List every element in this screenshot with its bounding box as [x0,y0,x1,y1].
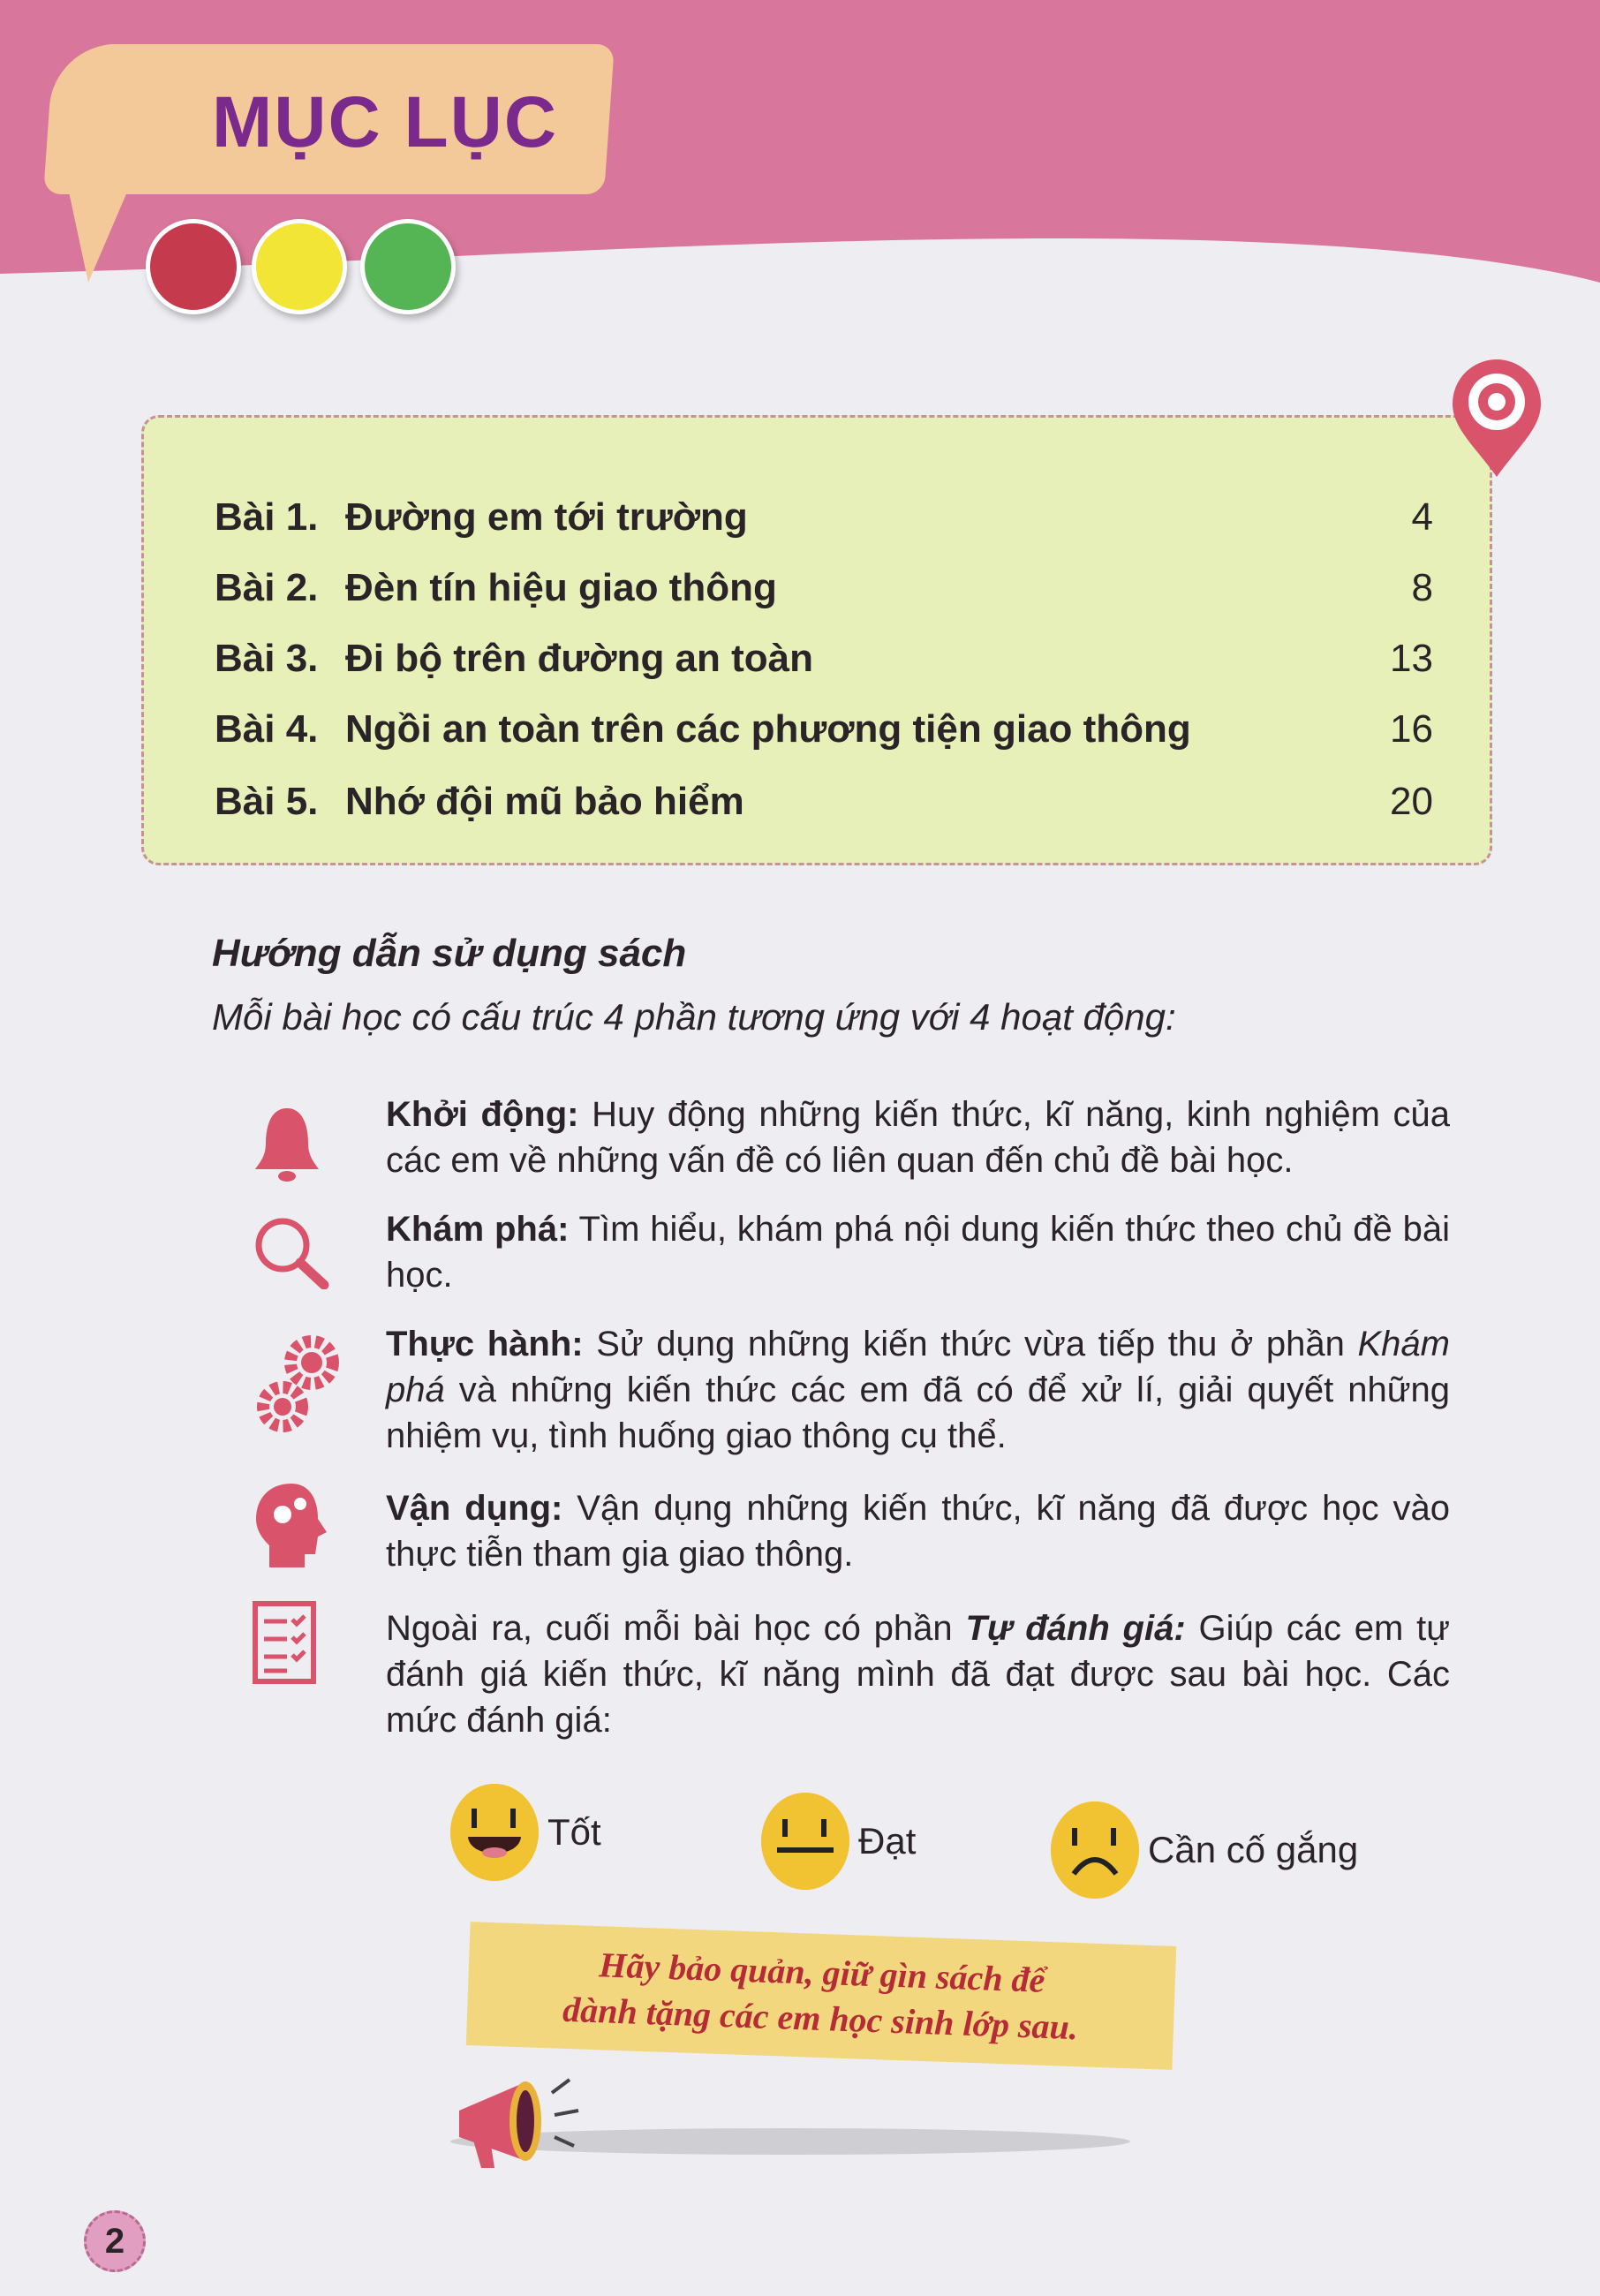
toc-label: Bài 2. [215,566,319,609]
term: Thực hành: [386,1325,584,1363]
rating-needs-effort [1051,1801,1358,1899]
sad-face-icon [1051,1801,1139,1899]
header-band [0,0,1600,371]
rating-pass [761,1793,916,1890]
table-of-contents [141,415,1492,865]
head-gears-icon [252,1479,331,1572]
toc-item[interactable] [215,780,1433,824]
rating-label: Đạt [858,1820,917,1862]
megaphone-icon [450,2075,600,2172]
toc-item[interactable] [215,495,1433,540]
banner-line: Hãy bảo quản, giữ gìn sách để [598,1945,1046,2000]
description: Vận dụng những kiến thức, kĩ năng đã được học vào thực tiễn tham gia giao thông. [386,1489,1451,1574]
description-cont: và những kiến thức các em đã có để xử lí, giải quyết những nhiệm vụ, tình huống giao thông cụ thể. [386,1371,1450,1455]
toc-item[interactable] [215,566,1433,610]
magnifier-icon [252,1214,331,1289]
toc-title: Đi bộ trên đường an toàn [345,637,813,680]
toc-page: 16 [1390,707,1433,751]
page-title: MỤC LỤC [212,82,559,162]
term: Vận dụng: [386,1489,563,1528]
guide-item-van-dung [386,1485,1450,1577]
toc-page: 20 [1390,780,1433,823]
red-light-icon [146,219,241,314]
toc-label: Bài 3. [215,637,319,680]
page-number: 2 [84,2210,146,2272]
guide-item-thuc-hanh [386,1321,1450,1459]
rating-label: Cần cố gắng [1148,1829,1359,1870]
toc-label: Bài 4. [215,707,319,751]
green-light-icon [360,219,456,314]
toc-item[interactable] [215,637,1433,681]
guide-intro: Mỗi bài học có cấu trúc 4 phần tương ứng với 4 hoạt động: [212,996,1176,1038]
term: Khởi động: [386,1095,579,1134]
toc-title: Đường em tới trường [345,495,748,539]
toc-title: Đèn tín hiệu giao thông [345,566,777,609]
guide-item-kham-pha [386,1206,1450,1298]
toc-title: Nhớ đội mũ bảo hiểm [345,780,744,823]
toc-page: 8 [1411,566,1433,609]
yellow-light-icon [252,219,347,314]
description: Huy động những kiến thức, kĩ năng, kinh nghiệm của các em về những vấn đề có liên quan đến chủ đề bài học. [386,1095,1450,1180]
banner-line: dành tặng các em học sinh lớp sau. [562,1989,1079,2048]
happy-face-icon [450,1784,539,1881]
toc-title: Ngồi an toàn trên các phương tiện giao thông [345,707,1191,751]
toc-label: Bài 5. [215,780,319,823]
rating-good [450,1784,601,1881]
checklist-icon [252,1600,322,1688]
toc-page: 13 [1390,637,1433,680]
care-message-banner [466,1922,1176,2070]
rating-label: Tốt [547,1811,601,1853]
description: Tìm hiểu, khám phá nội dung kiến thức theo chủ đề bài học. [386,1210,1450,1295]
toc-item[interactable] [215,707,1433,751]
description: Giúp các em tự đánh giá kiến thức, kĩ năng mình đã đạt được sau bài học. Các mức đánh giá: [386,1609,1451,1740]
bell-icon [252,1104,322,1183]
neutral-face-icon [761,1793,849,1890]
description-pre: Ngoài ra, cuối mỗi bài học có phần [386,1609,966,1648]
toc-page: 4 [1411,495,1433,539]
term: Khám phá: [386,1210,570,1249]
guide-item-khoi-dong [386,1091,1450,1183]
guide-heading: Hướng dẫn sử dụng sách [212,932,687,975]
guide-item-tu-danh-gia [386,1605,1450,1743]
emphasis: Khám phá [386,1325,1450,1409]
toc-label: Bài 1. [215,495,319,539]
title-bubble-tail [62,159,141,283]
gears-icon [252,1329,349,1435]
target-pin-icon [1448,358,1545,481]
description: Sử dụng những kiến thức vừa tiếp thu ở phần [583,1325,1358,1363]
term: Tự đánh giá: [965,1609,1186,1648]
